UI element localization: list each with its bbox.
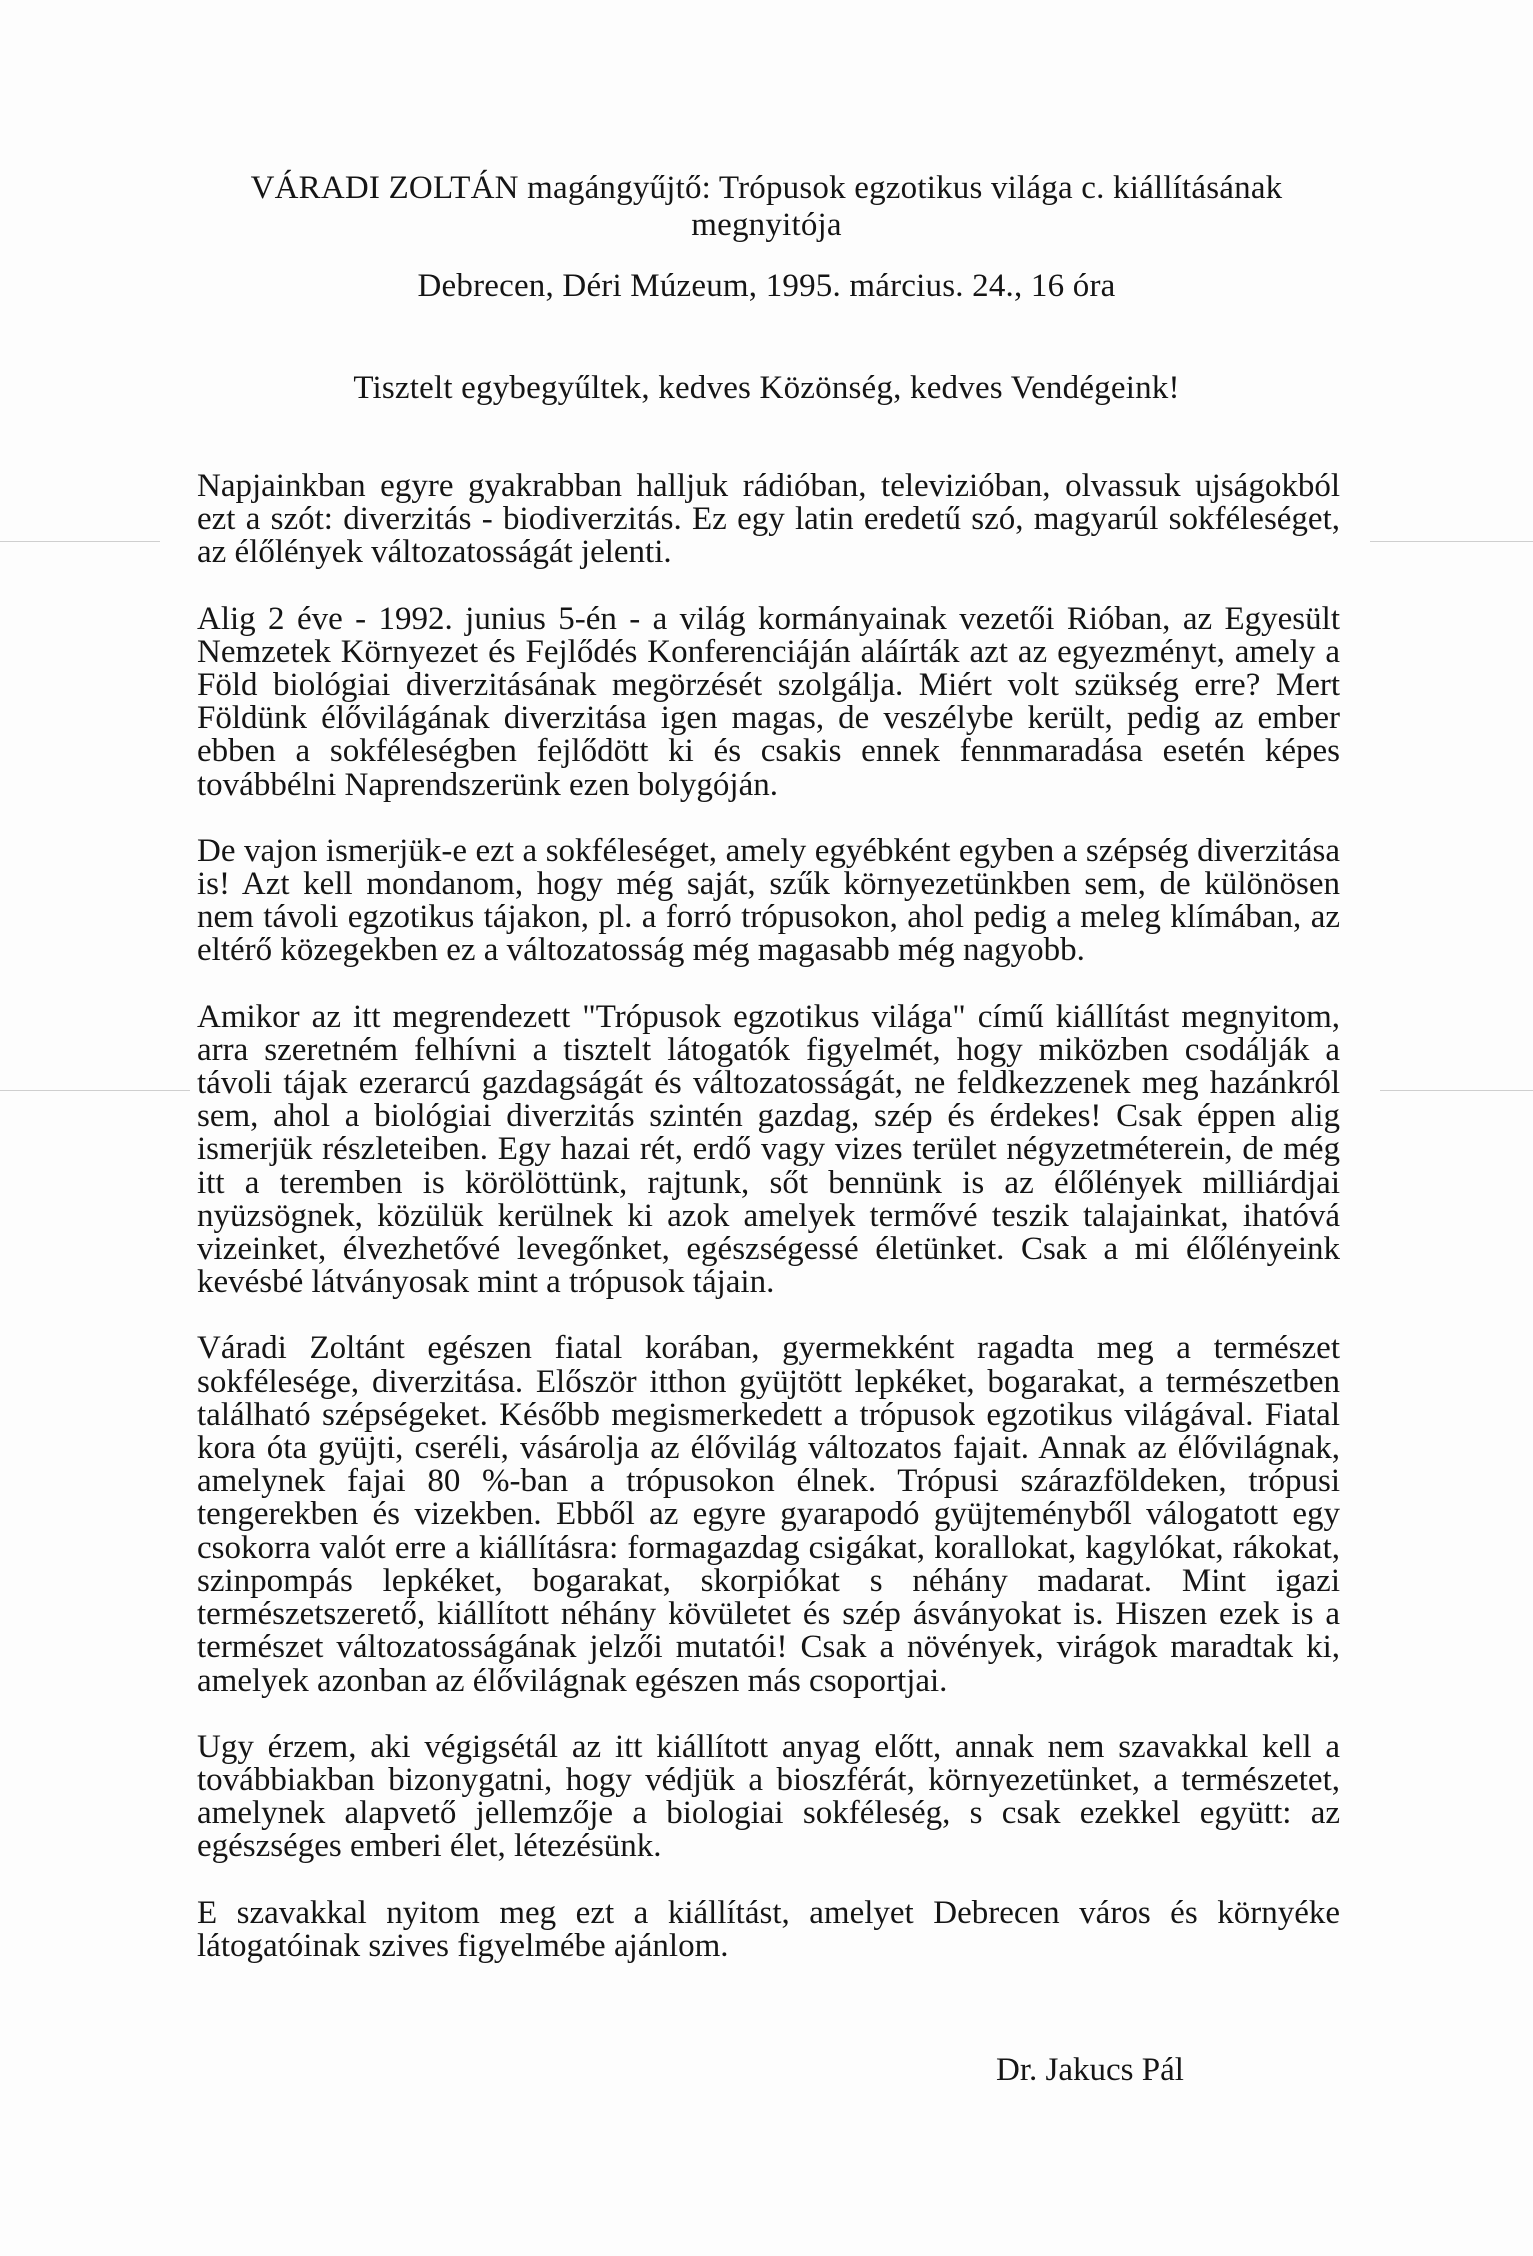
fold-mark bbox=[1380, 1090, 1533, 1091]
signature: Dr. Jakucs Pál bbox=[996, 2052, 1184, 2088]
paragraph: Váradi Zoltánt egészen fiatal korában, gyermekként ragadta meg a természet sokfélesége, diverzitása. Először itthon gyüjtött lepkéket, bogarakat, a természetben található szépségeket. Később megismerkedett a trópusok egzotikus világával. Fiatal kora óta gyüjti, cseréli, vásárolja az élővilág változatos fajait. Annak az élővilágnak, amelynek fajai 80 %-ban a trópusokon élnek. Trópusi szárazföldeken, trópusi tengerekben és vizekben. Ebből az egyre gyarapodó gyüjteményből válogatott egy csokorra valót erre a kiállításra: formagazdag csigákat, korallokat, kagylókat, rákokat, szinpompás lepkéket, bogarakat, skorpiókat s néhány madarat. Mint igazi természetszerető, kiállított néhány kövületet és szép ásványokat is. Hiszen ezek is a természet változatosságának jelzői mutatói! Csak a növények, virágok maradtak ki, amelyek azonban az élővilágnak egészen más csoportjai. bbox=[197, 1330, 1340, 1699]
fold-mark bbox=[0, 1090, 190, 1091]
place-and-date: Debrecen, Déri Múzeum, 1995. március. 24., 16 óra bbox=[417, 268, 1116, 304]
paragraph: Alig 2 éve - 1992. junius 5-én - a világ kormányainak vezetői Rióban, az Egyesült Nemzetek Környezet és Fejlődés Konferenciáján aláírták azt az egyezményt, amely a Föld biológiai diverzitásának megörzését szolgálja. Miért volt szükség erre? Mert Földünk élővilágának diverzitása igen magas, de veszélybe került, pedig az ember ebben a sokféleségben fejlődött ki és csakis ennek fennmaradása esetén képes továbbélni Naprendszerünk ezen bolygóján. bbox=[197, 600, 1340, 803]
paragraph: Ugy érzem, aki végigsétál az itt kiállított anyag előtt, annak nem szavakkal kell a továbbiakban bizonygatni, hogy védjük a bioszférát, környezetünket, a természetet, amelynek alapvető jellemzője a biologiai sokféleség, s csak ezekkel együtt: az egészséges emberi élet, létezésünk. bbox=[197, 1728, 1340, 1865]
paragraph: E szavakkal nyitom meg ezt a kiállítást, amelyet Debrecen város és környéke látogatóinak szives figyelmébe ajánlom. bbox=[197, 1894, 1340, 1964]
paragraph: Amikor az itt megrendezett "Trópusok egzotikus világa" című kiállítást megnyitom, arra szeretném felhívni a tisztelt látogatók figyelmét, hogy miközben csodálják a távoli tájak ezerarcú gazdagságát és változatosságát, ne feldkezzenek meg hazánkról sem, ahol a biológiai diverzitás szintén gazdag, szép és érdekes! Csak éppen alig ismerjük részleteiben. Egy hazai rét, erdő vagy vizes terület négyzetméterein, de még itt a teremben is körölöttünk, rajtunk, sőt bennünk is az élőlények milliárdjai nyüzsögnek, közülük kerülnek ki azok amelyek termővé teszik talajainkat, ihatóvá vizeinket, élvezhetővé levegőnket, egészségessé életünket. Csak a mi élőlényeink kevésbé látványosak mint a trópusok tájain. bbox=[197, 998, 1340, 1301]
greeting: Tisztelt egybegyűltek, kedves Közönség, kedves Vendégeink! bbox=[353, 370, 1180, 406]
document-body bbox=[197, 470, 1340, 1996]
fold-mark bbox=[0, 541, 160, 542]
paragraph: Napjainkban egyre gyakrabban halljuk rádióban, televizióban, olvassuk ujságokból ezt a szót: diverzitás - biodiverzitás. Ez egy latin eredetű szó, magyarúl sokféleséget, az élőlények változatosságát jelenti. bbox=[197, 468, 1340, 571]
paragraph: De vajon ismerjük-e ezt a sokféleséget, amely egyébként egyben a szépség diverzitása is! Azt kell mondanom, hogy még saját, szűk környezetünkben sem, de különösen nem távoli egzotikus tájakon, pl. a forró trópusokon, ahol pedig a meleg klímában, az eltérő közegekben ez a változatosság még magasabb még nagyobb. bbox=[197, 832, 1340, 969]
fold-mark bbox=[1370, 541, 1533, 542]
document-title: VÁRADI ZOLTÁN magángyűjtő: Trópusok egzotikus világa c. kiállításának megnyitója bbox=[250, 170, 1283, 243]
